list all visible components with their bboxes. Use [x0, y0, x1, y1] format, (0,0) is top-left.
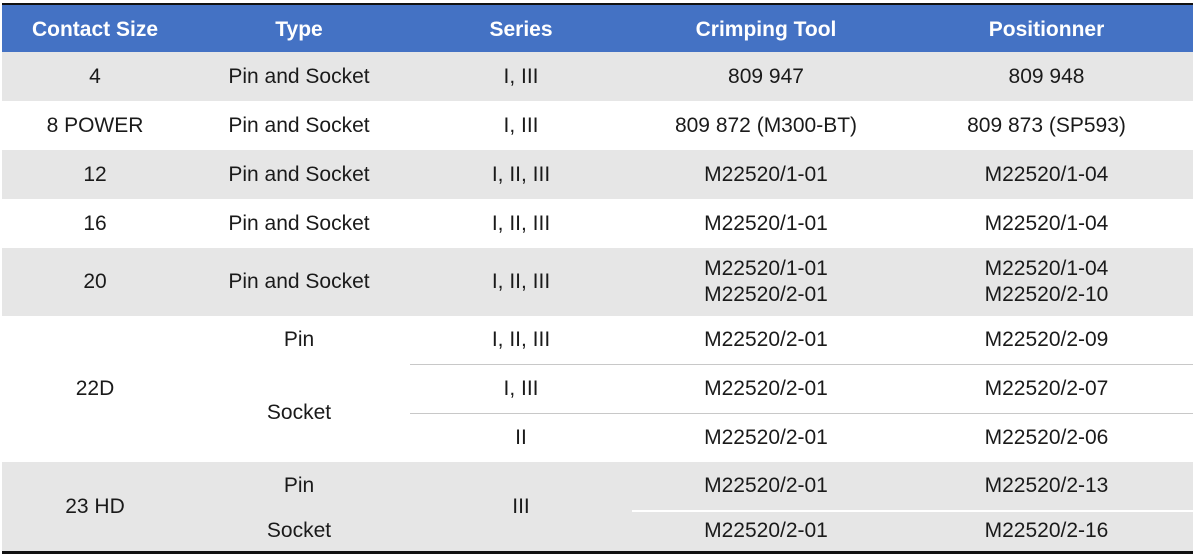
cell-crimping-tool: 809 872 (M300-BT) — [674, 113, 858, 137]
cell-series: I, II, III — [491, 328, 551, 351]
cell-positionner: M22520/2-13 — [984, 474, 1109, 497]
contacts-table — [2, 3, 1193, 554]
cell-series: I, II, III — [491, 270, 551, 293]
crimping-tool-line-1: M22520/1-01 — [704, 257, 828, 280]
cell-contact-size: 12 — [83, 162, 107, 186]
table-header — [2, 3, 1193, 52]
cell-positionner: M22520/1-04 — [984, 162, 1109, 186]
cell-positionner: M22520/1-04 — [984, 211, 1109, 235]
cell-crimping-tool: M22520/2-01 — [704, 425, 828, 449]
positionner-line-1: M22520/1-04 — [984, 257, 1109, 280]
cell-crimping-tool — [632, 248, 900, 316]
cell-positionner: M22520/2-09 — [984, 328, 1109, 351]
header-contact-size: Contact Size — [31, 17, 159, 41]
cell-crimping-tool: M22520/2-01 — [704, 474, 828, 497]
header-series: Series — [489, 17, 553, 41]
cell-series: I, III — [503, 113, 539, 137]
cell-contact-size: 20 — [83, 270, 107, 293]
cell-positionner: 809 873 (SP593) — [967, 113, 1126, 137]
crimping-tool-line-2: M22520/2-01 — [704, 283, 828, 306]
cell-type: Pin and Socket — [228, 270, 370, 293]
cell-series: I, III — [503, 376, 539, 400]
cell-series: III — [512, 494, 530, 518]
cell-contact-size: 23 HD — [65, 494, 125, 518]
cell-type-socket: Socket — [266, 518, 332, 542]
cell-contact-size: 8 POWER — [46, 113, 144, 137]
cell-positionner: M22520/2-07 — [984, 376, 1109, 400]
cell-crimping-tool: M22520/2-01 — [704, 518, 828, 542]
cell-series: I, III — [503, 64, 539, 88]
cell-type-pin: Pin — [283, 328, 315, 351]
cell-type: Pin and Socket — [228, 113, 370, 137]
cell-series: II — [515, 425, 527, 449]
cell-positionner: M22520/2-06 — [984, 425, 1109, 449]
positionner-line-2: M22520/2-10 — [984, 283, 1109, 306]
cell-crimping-tool: 809 947 — [728, 64, 804, 88]
cell-type: Pin and Socket — [228, 64, 370, 88]
cell-type-pin: Pin — [283, 474, 315, 497]
cell-positionner: 809 948 — [1008, 64, 1085, 88]
cell-crimping-tool: M22520/1-01 — [704, 211, 828, 235]
header-crimping-tool: Crimping Tool — [695, 17, 837, 41]
cell-type: Pin and Socket — [228, 211, 370, 235]
cell-positionner: M22520/2-16 — [984, 518, 1109, 542]
cell-series: I, II, III — [491, 162, 551, 186]
cell-contact-size: 22D — [75, 377, 115, 400]
cell-contact-size: 4 — [89, 64, 101, 88]
cell-crimping-tool: M22520/1-01 — [704, 162, 828, 186]
cell-type-socket: Socket — [266, 401, 332, 424]
cell-contact-size: 16 — [83, 211, 107, 235]
header-type: Type — [275, 17, 323, 41]
cell-crimping-tool: M22520/2-01 — [704, 328, 828, 351]
cell-crimping-tool: M22520/2-01 — [704, 376, 828, 400]
cell-series: I, II, III — [491, 211, 551, 235]
cell-type: Pin and Socket — [228, 162, 370, 186]
table-bottom-border — [2, 551, 1193, 554]
header-positionner: Positionner — [988, 17, 1105, 41]
cell-positionner — [900, 248, 1193, 316]
